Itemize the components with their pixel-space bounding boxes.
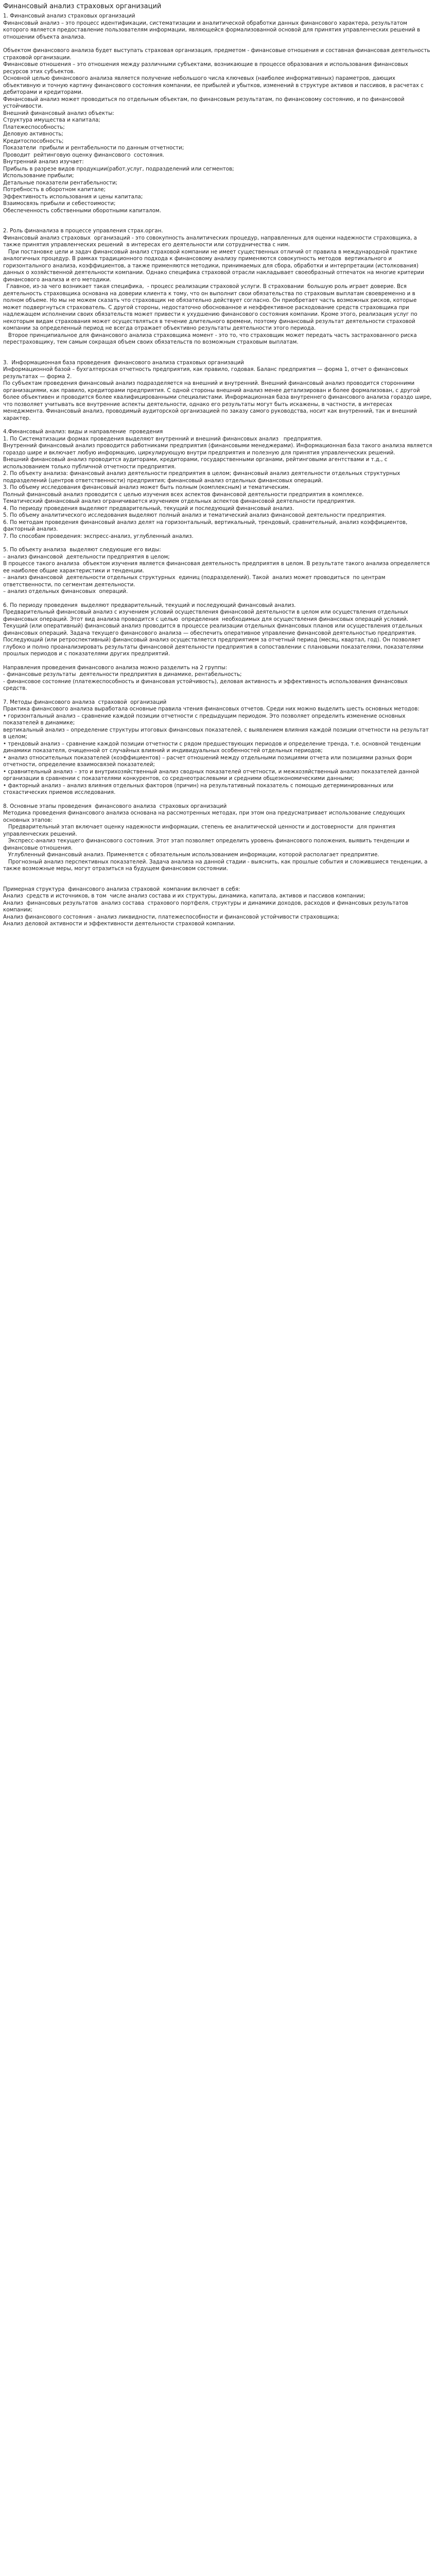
paragraph: Второе принципиальное для финансового анализа страховщика момент - это то, что страховщик может передать часть застрахованного риска перестраховщику, тем самым сокращая объем своих обязательств по возможным страховым выплатам.: [3, 332, 418, 345]
paragraph: Внешний финансовый анализ проводится аудиторами, кредиторами, государственными органами, рейтинговыми агентствами и т.д., с использованием только публичной отчетности предприятия.: [3, 456, 389, 470]
paragraph: Проводит рейтинговую оценку финансового состояния.: [3, 151, 164, 158]
document-title: Финансовый анализ страховых организаций: [3, 3, 162, 10]
paragraph: Методика проведения финансового анализа основана на рассмотренных методах, при этом она предусматривает использование следующих основных этапов:: [3, 810, 407, 823]
paragraph: Деловую активность;: [3, 131, 63, 137]
paragraph: Направления проведения финансового анализа можно разделить на 2 группы:: [3, 664, 228, 671]
paragraph-spacer: [3, 422, 433, 429]
paragraph: Финансовые отношения – это отношения между различными субъектами, возникающие в процессе образования и использования финансовых ресурсов этих субъектов.: [3, 61, 410, 75]
paragraph: Финансовый анализ страховых организаций - это совокупность аналитических процедур, направленных для оценки надежности страховщика, а также принятия управленческих решений в интересах его деятельности или сотрудничества с ним.: [3, 234, 419, 248]
paragraph: Текущий (или оперативный) финансовый анализ проводится в процессе реализации отдельных финансовых планов или осуществления отдельных финансовых операций. Задача текущего финансового анализа — обеспечить оперативное управление финансовой деятельностью предприятия.: [3, 623, 425, 636]
paragraph-spacer: [3, 596, 433, 602]
paragraph: 7. Методы финансового анализа страховой организаций: [3, 699, 167, 705]
paragraph: 8. Основные этапы проведения финансового анализа страховых организаций: [3, 803, 227, 809]
document-body: [3, 13, 433, 928]
paragraph: Объектом финансового анализа будет выступать страховая организация, предметом - финансовые отношения и составная финансовая деятельность страховой организации.: [3, 47, 432, 61]
paragraph: Основной целью финансового анализа является получение небольшого числа ключевых (наиболее информативных) параметров, дающих объективную и точную картину финансового состояния компании, ее прибылей и убытков, изменений в структуре активов и пассивов, в расчетах с дебиторами и кредиторами.: [3, 75, 426, 95]
paragraph: Тематический финансовый анализ ограничивается изучением отдельных аспектов финансовой деятельности предприятия.: [3, 498, 356, 504]
paragraph: Использование прибыли;: [3, 173, 74, 179]
paragraph: Экспресс-анализ текущего финансового состояния. Этот этап позволяет определить уровень финансового положения, выявить тенденции и финансовые отношения.: [3, 838, 411, 851]
paragraph-spacer: [3, 692, 433, 699]
paragraph: 4. По периоду проведения выделяют предварительный, текущий и последующий финансовый анализ.: [3, 505, 294, 512]
paragraph: - финансовые результаты деятельности предприятия в динамике, рентабельность;: [3, 671, 242, 677]
paragraph: Внутренний финансовый анализ проводится работниками предприятия (финансовыми менеджерами). Информационная база такого анализа является гораздо шире и включает любую информацию, циркулирующую внутри предприятия и полезную для принятия управленческих решений.: [3, 443, 434, 456]
paragraph: Внутренний анализ изучает:: [3, 159, 84, 165]
paragraph-spacer: [3, 540, 433, 547]
paragraph: • горизонтальный анализ – сравнение каждой позиции отчетности с предыдущим периодом. Это позволяет определить изменение основных показателей в динамике;: [3, 713, 407, 726]
paragraph: Структура имущества и капитала;: [3, 117, 100, 123]
paragraph: При постановке цели и задач финансовый анализ страховой компании не имеет существенных отличий от правила в международной практике аналогичных процедур. В рамках традиционного подхода к финансовому анализу применяются совокупность методов вертикального и горизонтального анализа, коэффициентов, а также применяются методики, принимаемых для сбора, обработки и интерпретации (истолкования) данных о хозяйственной деятельности компании. Однако специфика страховой отрасли накладывает своеобразный отпечаток на многие критерии финансового анализа и его методики.: [3, 248, 426, 283]
paragraph: 1. Финансовый анализ страховых организаций: [3, 13, 135, 19]
paragraph: Предварительный этап включает оценку надежности информации, степень ее аналитической ценности и достоверности для принятия управленческих решений.: [3, 824, 397, 837]
paragraph: 1. По Систематизации формах проведения выделяют внутренний и внешний финансовых анализ предприятия.: [3, 435, 322, 442]
paragraph: Прогнозный анализ перспективных показателей. Задача анализа на данной стадии - выяснить, как прошлые события и сложившиеся тенденции, а также возможные меры, могут отразиться на будущем финансовом состоянии.: [3, 858, 429, 872]
paragraph-spacer: [3, 879, 433, 886]
paragraph: • сравнительный анализ – это и внутрихозяйственный анализ сводных показателей отчетности, и межхозяйственный анализ показателей данной организации в сравнении с показателями конкурентов, со среднеотраслевыми и средними общеэкономическими данными;: [3, 768, 421, 782]
paragraph: 3. Информационная база проведения финансового анализа страховых организаций: [3, 359, 244, 366]
paragraph: - финансовое состояние (платежеспособность и финансовая устойчивость), деловая активность и эффективность использования финансовых средств.: [3, 678, 410, 691]
paragraph: 2. По объекту анализа: финансовый анализ деятельности предприятия в целом; финансовый анализ деятельности отдельных структурных подразделений (центров ответственности) предприятия; финансовый анализ отдельных финансовых операций.: [3, 470, 402, 484]
paragraph: • факторный анализ – анализ влияния отдельных факторов (причин) на результативный показатель с помощью детерминированных или стохастических приемов исследования.: [3, 782, 395, 795]
paragraph: Примерная структура финансового анализа страховой компании включает в себя:: [3, 886, 240, 892]
paragraph: Платежеспособность;: [3, 124, 65, 130]
paragraph: Эффективность использования и цены капитала;: [3, 193, 143, 200]
paragraph: 6. По методам проведения финансовый анализ делят на горизонтальный, вертикальный, трендовый, сравнительный, анализ коэффициентов, факторный анализ.: [3, 519, 409, 532]
paragraph: Обеспеченность собственными оборотными капиталом.: [3, 207, 161, 214]
paragraph: Полный финансовый анализ проводится с целью изучения всех аспектов финансовой деятельности предприятия в комплексе.: [3, 491, 364, 498]
paragraph: 6. По периоду проведения выделяют предварительный, текущий и последующий финансовый анализ.: [3, 602, 296, 608]
paragraph: Потребность в оборотном капитале;: [3, 187, 106, 193]
document-page: [0, 0, 436, 928]
paragraph: Анализ финансового состояния - анализ ликвидности, платежеспособности и финансовой устойчивости страховщика;: [3, 913, 339, 920]
paragraph: Предварительный финансовый анализ с изучением условий осуществления финансовой деятельности в целом или осуществления отдельных финансовых операций. Этот вид анализа проводится с целью определения необходимых для осуществления финансовых операций условий.: [3, 609, 410, 622]
paragraph: Углубленный финансовый анализ. Применяется с обязательным использованием информации, которой располагает предприятие.: [3, 852, 379, 858]
paragraph: Анализ финансовых результатов анализ состава страхового портфеля, структуры и динамики доходов, расходов и финансовых результатов компании;: [3, 900, 410, 913]
paragraph: 2. Роль финанализа в процессе управления страх.орган.: [3, 228, 163, 234]
paragraph: Внешний финансовый анализ объекты:: [3, 110, 114, 116]
paragraph-spacer: [3, 658, 433, 665]
paragraph: Детальные показатели рентабельности;: [3, 179, 118, 186]
paragraph: Финансовый анализ – это процесс идентификации, систематизации и аналитической обработки данных финансового характера, результатом которого является предоставление пользователям информации, являющейся формализованной основой для принятия управленческих решений в отношении объекта анализа.: [3, 20, 422, 40]
paragraph: – анализ финансовой деятельности отдельных структурных единиц (подразделений). Такой анализ может проводиться по центрам ответственности, по сегментам деятельности.: [3, 574, 387, 588]
paragraph-spacer: [3, 873, 433, 879]
paragraph: Информационной базой – бухгалтерская отчетность предприятия, как правило, годовая. Баланс предприятия — форма 1, отчет о финансовых результатах — форма 2.: [3, 366, 410, 380]
paragraph: Главное, из-за чего возникает такая специфика, - процесс реализации страховой услуги. В страховании большую роль играет доверие. Вся деятельность страховщика основана на доверии клиента к тому, что он выполнит свои обязательства по страховым выплатам своевременно и в полном объеме. Но мы не можем сказать что страховщик не обязательно действует согласно. Он приобретает часть возможных рисков, которые может подвергнуться страхователь. С другой стороны, недостаточно обоснованное и неэффективное расходование средств страховщика при надлежащем исполнении своих обязательств может привести к ухудшению финансового состояния компании. Кроме этого, реализация услуг по некоторым видам страхования может осуществляться в течение длительного времени, поэтому финансовый результат деятельности страховой компании за определенный период не всегда отражает объективно результаты деятельности этого периода.: [3, 283, 419, 331]
paragraph: 7. По способам проведения: экспресс-анализ, углубленный анализ.: [3, 533, 194, 539]
paragraph-spacer: [3, 214, 433, 221]
paragraph: Прибыль в разрезе видов продукции(работ,услуг, подразделений или сегментов;: [3, 165, 234, 172]
paragraph: Показатели прибыли и рентабельности по данным отчетности;: [3, 145, 184, 151]
paragraph: Анализ деловой активности и эффективности деятельности страховой компании.: [3, 921, 236, 927]
paragraph: 3. По объему исследования финансовый анализ может быть полным (комплексным) и тематическим.: [3, 484, 290, 490]
paragraph: Кредитоспособность;: [3, 138, 64, 144]
paragraph: 5. По объему аналитического исследования выделяют полный анализ и тематический анализ финансовой деятельности предприятия.: [3, 512, 386, 518]
paragraph: Финансовый анализ может проводиться по отдельным объектам, по финансовым результатам, по финансовому состоянию, и по финансовой устойчивости.: [3, 96, 406, 109]
paragraph: 4.Финансовый анализ: виды и направление проведения: [3, 429, 163, 435]
paragraph: – анализ финансовой деятельности предприятия в целом;: [3, 553, 170, 560]
paragraph: вертикальный анализ – определение структуры итоговых финансовых показателей, с выявлением влияния каждой позиции отчетности на результат в целом;: [3, 726, 431, 740]
paragraph: Практика финансового анализа выработала основные правила чтения финансовых отчетов. Среди них можно выделить шесть основных методов:: [3, 706, 420, 712]
paragraph: Взаимосвязь прибыли и себестоимости;: [3, 200, 116, 207]
paragraph: По субъектам проведения финансовый анализ подразделяется на внешний и внутренний. Внешний финансовый анализ проводится сторонними организациями, как правило, кредиторами предприятия. С одной стороны внешний анализ менее детализирован и более формализован, с другой более объективен и проводится более квалифицированными специалистами. Информационная база внутреннего финансового анализа гораздо шире, что позволяет учитывать все внутренние аспекты деятельности, однако его результаты могут быть искажены, в частности, в интересах менеджмента. Финансовый анализ, проводимый аудиторской организацией по заказу самого руководства, носит как внутренний, так и внешний характер.: [3, 380, 433, 421]
paragraph: • трендовый анализ – сравнение каждой позиции отчетности с рядом предшествующих периодов и определение тренда, т.е. основной тенденции динамики показателя, очищенной от случайных влияний и индивидуальных особенностей отдельных периодов;: [3, 740, 423, 754]
paragraph: В процессе такого анализа объектом изучения является финансовая деятельность предприятия в целом. В результате такого анализа определяется ее наиболее общие характеристики и тенденции.: [3, 561, 431, 574]
paragraph: Анализ средств и источников, в том числе анализ состава и их структуры, динамика, капитала, активов и пассивов компании;: [3, 893, 365, 899]
paragraph: • анализ относительных показателей (коэффициентов) – расчет отношений между отдельными позициями отчета или позициями разных форм отчетности, определение взаимосвязей показателей;: [3, 754, 414, 768]
paragraph: Последующий (или ретроспективный) финансовый анализ осуществляется предприятием за отчетный период (месяц, квартал, год). Он позволяет глубоко и полно проанализировать результаты финансовой деятельности предприятия в сопоставлении с плановыми показателями, показателями прошлых периодов и с показателями других предприятий.: [3, 637, 425, 657]
paragraph-spacer: [3, 346, 433, 353]
paragraph-spacer: [3, 796, 433, 803]
paragraph: – анализ отдельных финансовых операций.: [3, 588, 128, 595]
paragraph-spacer: [3, 353, 433, 360]
paragraph: 5. По объекту анализа выделяют следующие его виды:: [3, 547, 161, 553]
paragraph-spacer: [3, 41, 433, 47]
paragraph-spacer: [3, 221, 433, 228]
